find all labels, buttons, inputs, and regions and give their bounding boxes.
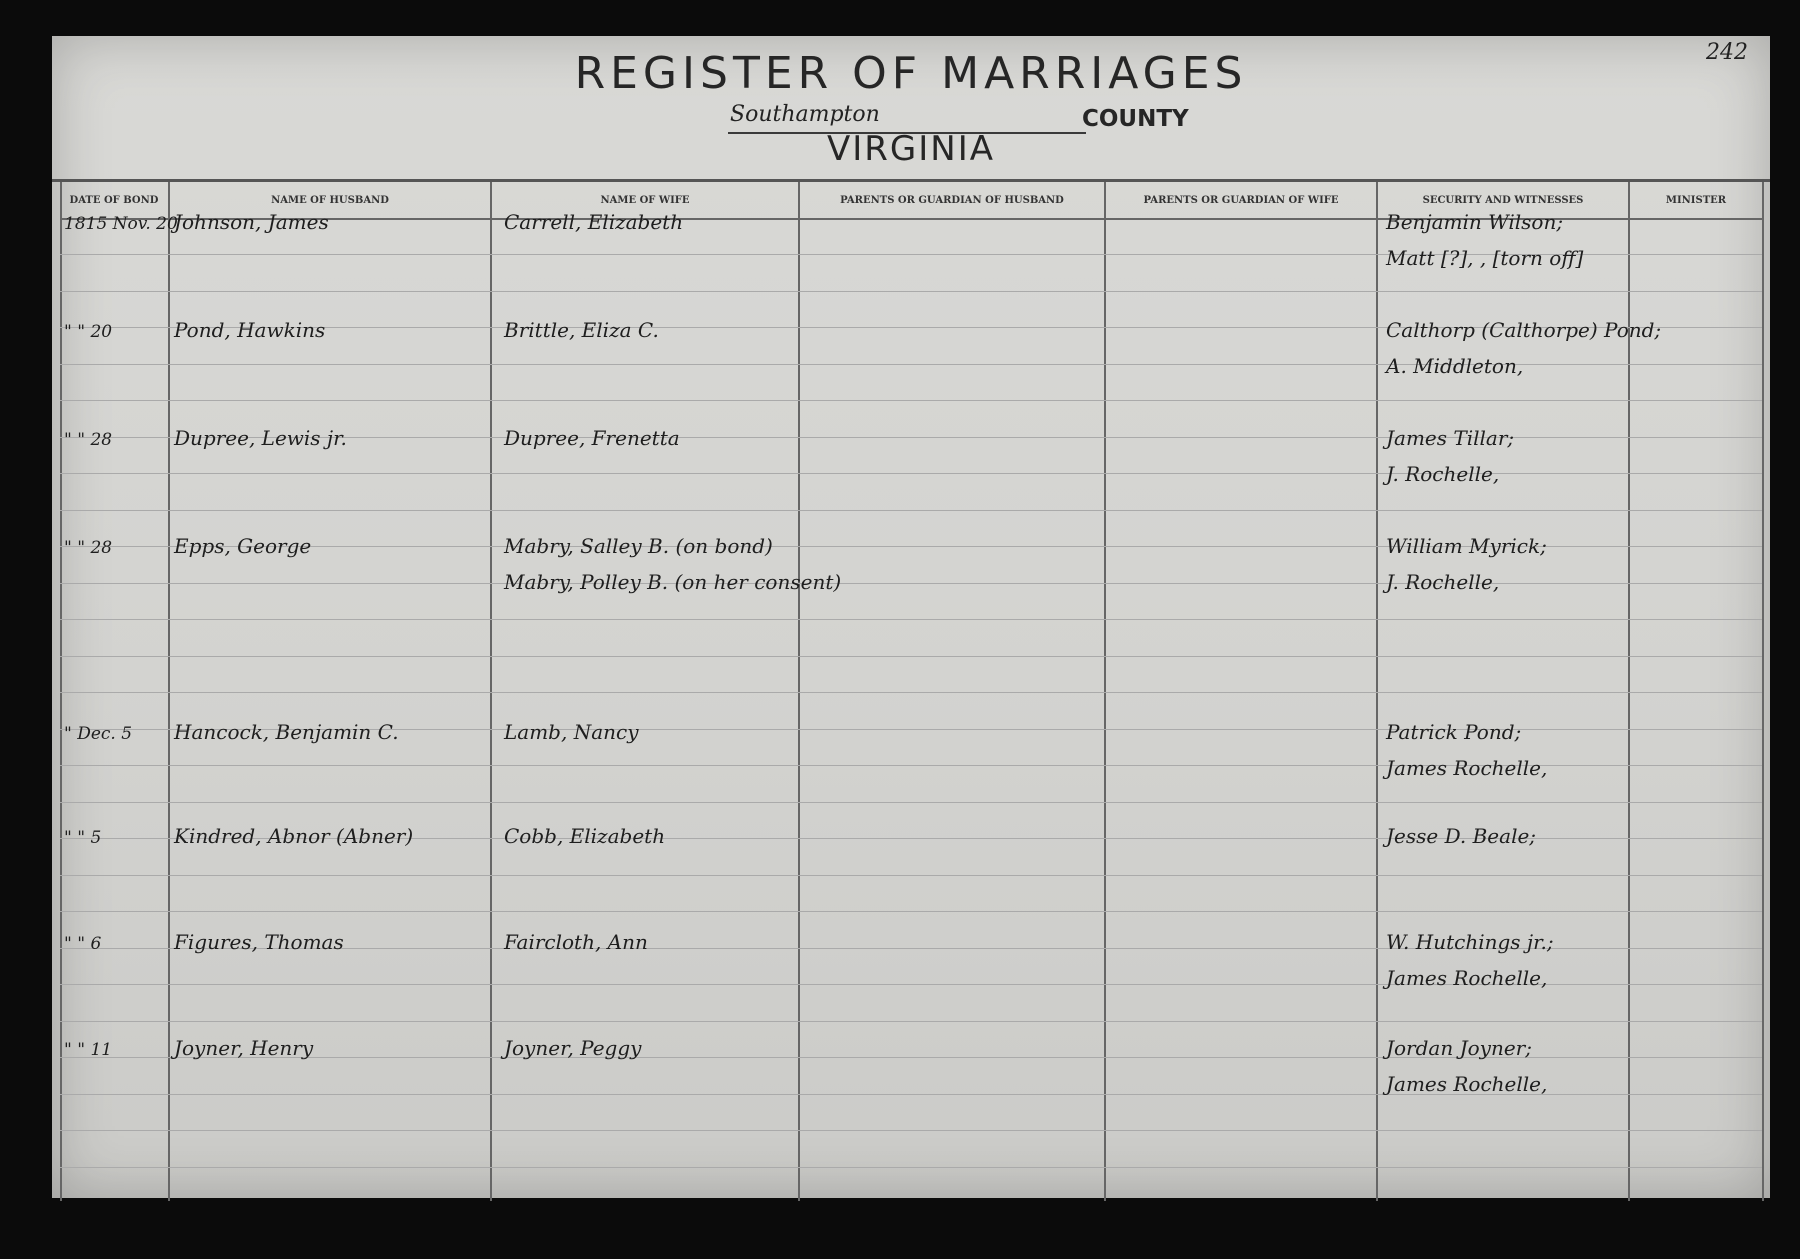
entry-wife-name: Joyner, Peggy	[504, 1036, 642, 1060]
entry-security-witness: Benjamin Wilson;	[1386, 210, 1564, 234]
ruled-line	[60, 1021, 1762, 1022]
ruled-line	[60, 583, 1762, 584]
col-header-parents-husband: PARENTS OR GUARDIAN OF HUSBAND	[800, 182, 1104, 220]
entry-wife-name: Lamb, Nancy	[504, 720, 639, 744]
register-page	[52, 36, 1770, 1198]
entry-security-witness: J. Rochelle,	[1386, 570, 1500, 594]
county-label: COUNTY	[1082, 106, 1189, 132]
entry-husband-name: Joyner, Henry	[174, 1036, 314, 1060]
entry-wife-name: Faircloth, Ann	[504, 930, 648, 954]
page-title: REGISTER OF MARRIAGES	[574, 48, 1248, 99]
page-number: 242	[1706, 40, 1748, 65]
entry-security-witness: Jesse D. Beale;	[1386, 824, 1537, 848]
entry-husband-name: Figures, Thomas	[174, 930, 344, 954]
entry-wife-name: Brittle, Eliza C.	[504, 318, 659, 342]
entry-wife-name: Mabry, Salley B. (on bond)	[504, 534, 773, 558]
ruled-line	[60, 1167, 1762, 1168]
entry-security-witness: James Tillar;	[1386, 426, 1515, 450]
entry-security-witness: Jordan Joyner;	[1386, 1036, 1532, 1060]
entry-security-witness: James Rochelle,	[1386, 756, 1548, 780]
col-header-security: SECURITY AND WITNESSES	[1378, 182, 1628, 220]
entry-wife-name: Dupree, Frenetta	[504, 426, 680, 450]
ruled-line	[60, 473, 1762, 474]
col-header-parents-wife: PARENTS OR GUARDIAN OF WIFE	[1106, 182, 1376, 220]
county-name: Southampton	[730, 102, 880, 127]
col-header-wife: NAME OF WIFE	[492, 182, 798, 220]
entry-wife-name: Cobb, Elizabeth	[504, 824, 666, 848]
ruled-line	[60, 1130, 1762, 1131]
ruled-line	[60, 291, 1762, 292]
entry-security-witness: A. Middleton,	[1386, 354, 1524, 378]
entry-date: " " 28	[64, 430, 113, 450]
entry-security-witness: Matt [?], , [torn off]	[1386, 246, 1584, 270]
entry-wife-name: Carrell, Elizabeth	[504, 210, 684, 234]
entry-husband-name: Johnson, James	[174, 210, 329, 234]
col-header-minister: MINISTER	[1630, 182, 1762, 220]
entry-husband-name: Pond, Hawkins	[174, 318, 326, 342]
ruled-line	[60, 656, 1762, 657]
ruled-line	[60, 692, 1762, 693]
column-divider	[1762, 182, 1764, 1201]
entry-date: " Dec. 5	[64, 724, 133, 744]
ruled-line	[60, 802, 1762, 803]
entry-husband-name: Hancock, Benjamin C.	[174, 720, 399, 744]
entry-date: " " 6	[64, 934, 102, 954]
entry-wife-name: Mabry, Polley B. (on her consent)	[504, 570, 842, 594]
entry-security-witness: J. Rochelle,	[1386, 462, 1500, 486]
ruled-line	[60, 911, 1762, 912]
entry-security-witness: William Myrick;	[1386, 534, 1547, 558]
entry-husband-name: Dupree, Lewis jr.	[174, 426, 347, 450]
ruled-line	[60, 510, 1762, 511]
entry-date: " " 11	[64, 1040, 113, 1060]
entry-security-witness: James Rochelle,	[1386, 1072, 1548, 1096]
ruled-line	[60, 619, 1762, 620]
entry-security-witness: James Rochelle,	[1386, 966, 1548, 990]
col-header-date: DATE OF BOND	[60, 182, 168, 220]
entry-date: " " 5	[64, 828, 102, 848]
entry-security-witness: Calthorp (Calthorpe) Pond;	[1386, 318, 1662, 342]
ruled-line	[60, 875, 1762, 876]
entry-date: " " 20	[64, 322, 113, 342]
entry-husband-name: Epps, George	[174, 534, 312, 558]
state-name: VIRGINIA	[826, 129, 995, 169]
entry-security-witness: Patrick Pond;	[1386, 720, 1522, 744]
col-header-husband: NAME OF HUSBAND	[170, 182, 490, 220]
entry-husband-name: Kindred, Abnor (Abner)	[174, 824, 414, 848]
entry-date: 1815 Nov. 20	[64, 214, 178, 234]
entry-date: " " 28	[64, 538, 113, 558]
ruled-line	[60, 400, 1762, 401]
register-table	[52, 179, 1770, 1201]
entry-security-witness: W. Hutchings jr.;	[1386, 930, 1554, 954]
